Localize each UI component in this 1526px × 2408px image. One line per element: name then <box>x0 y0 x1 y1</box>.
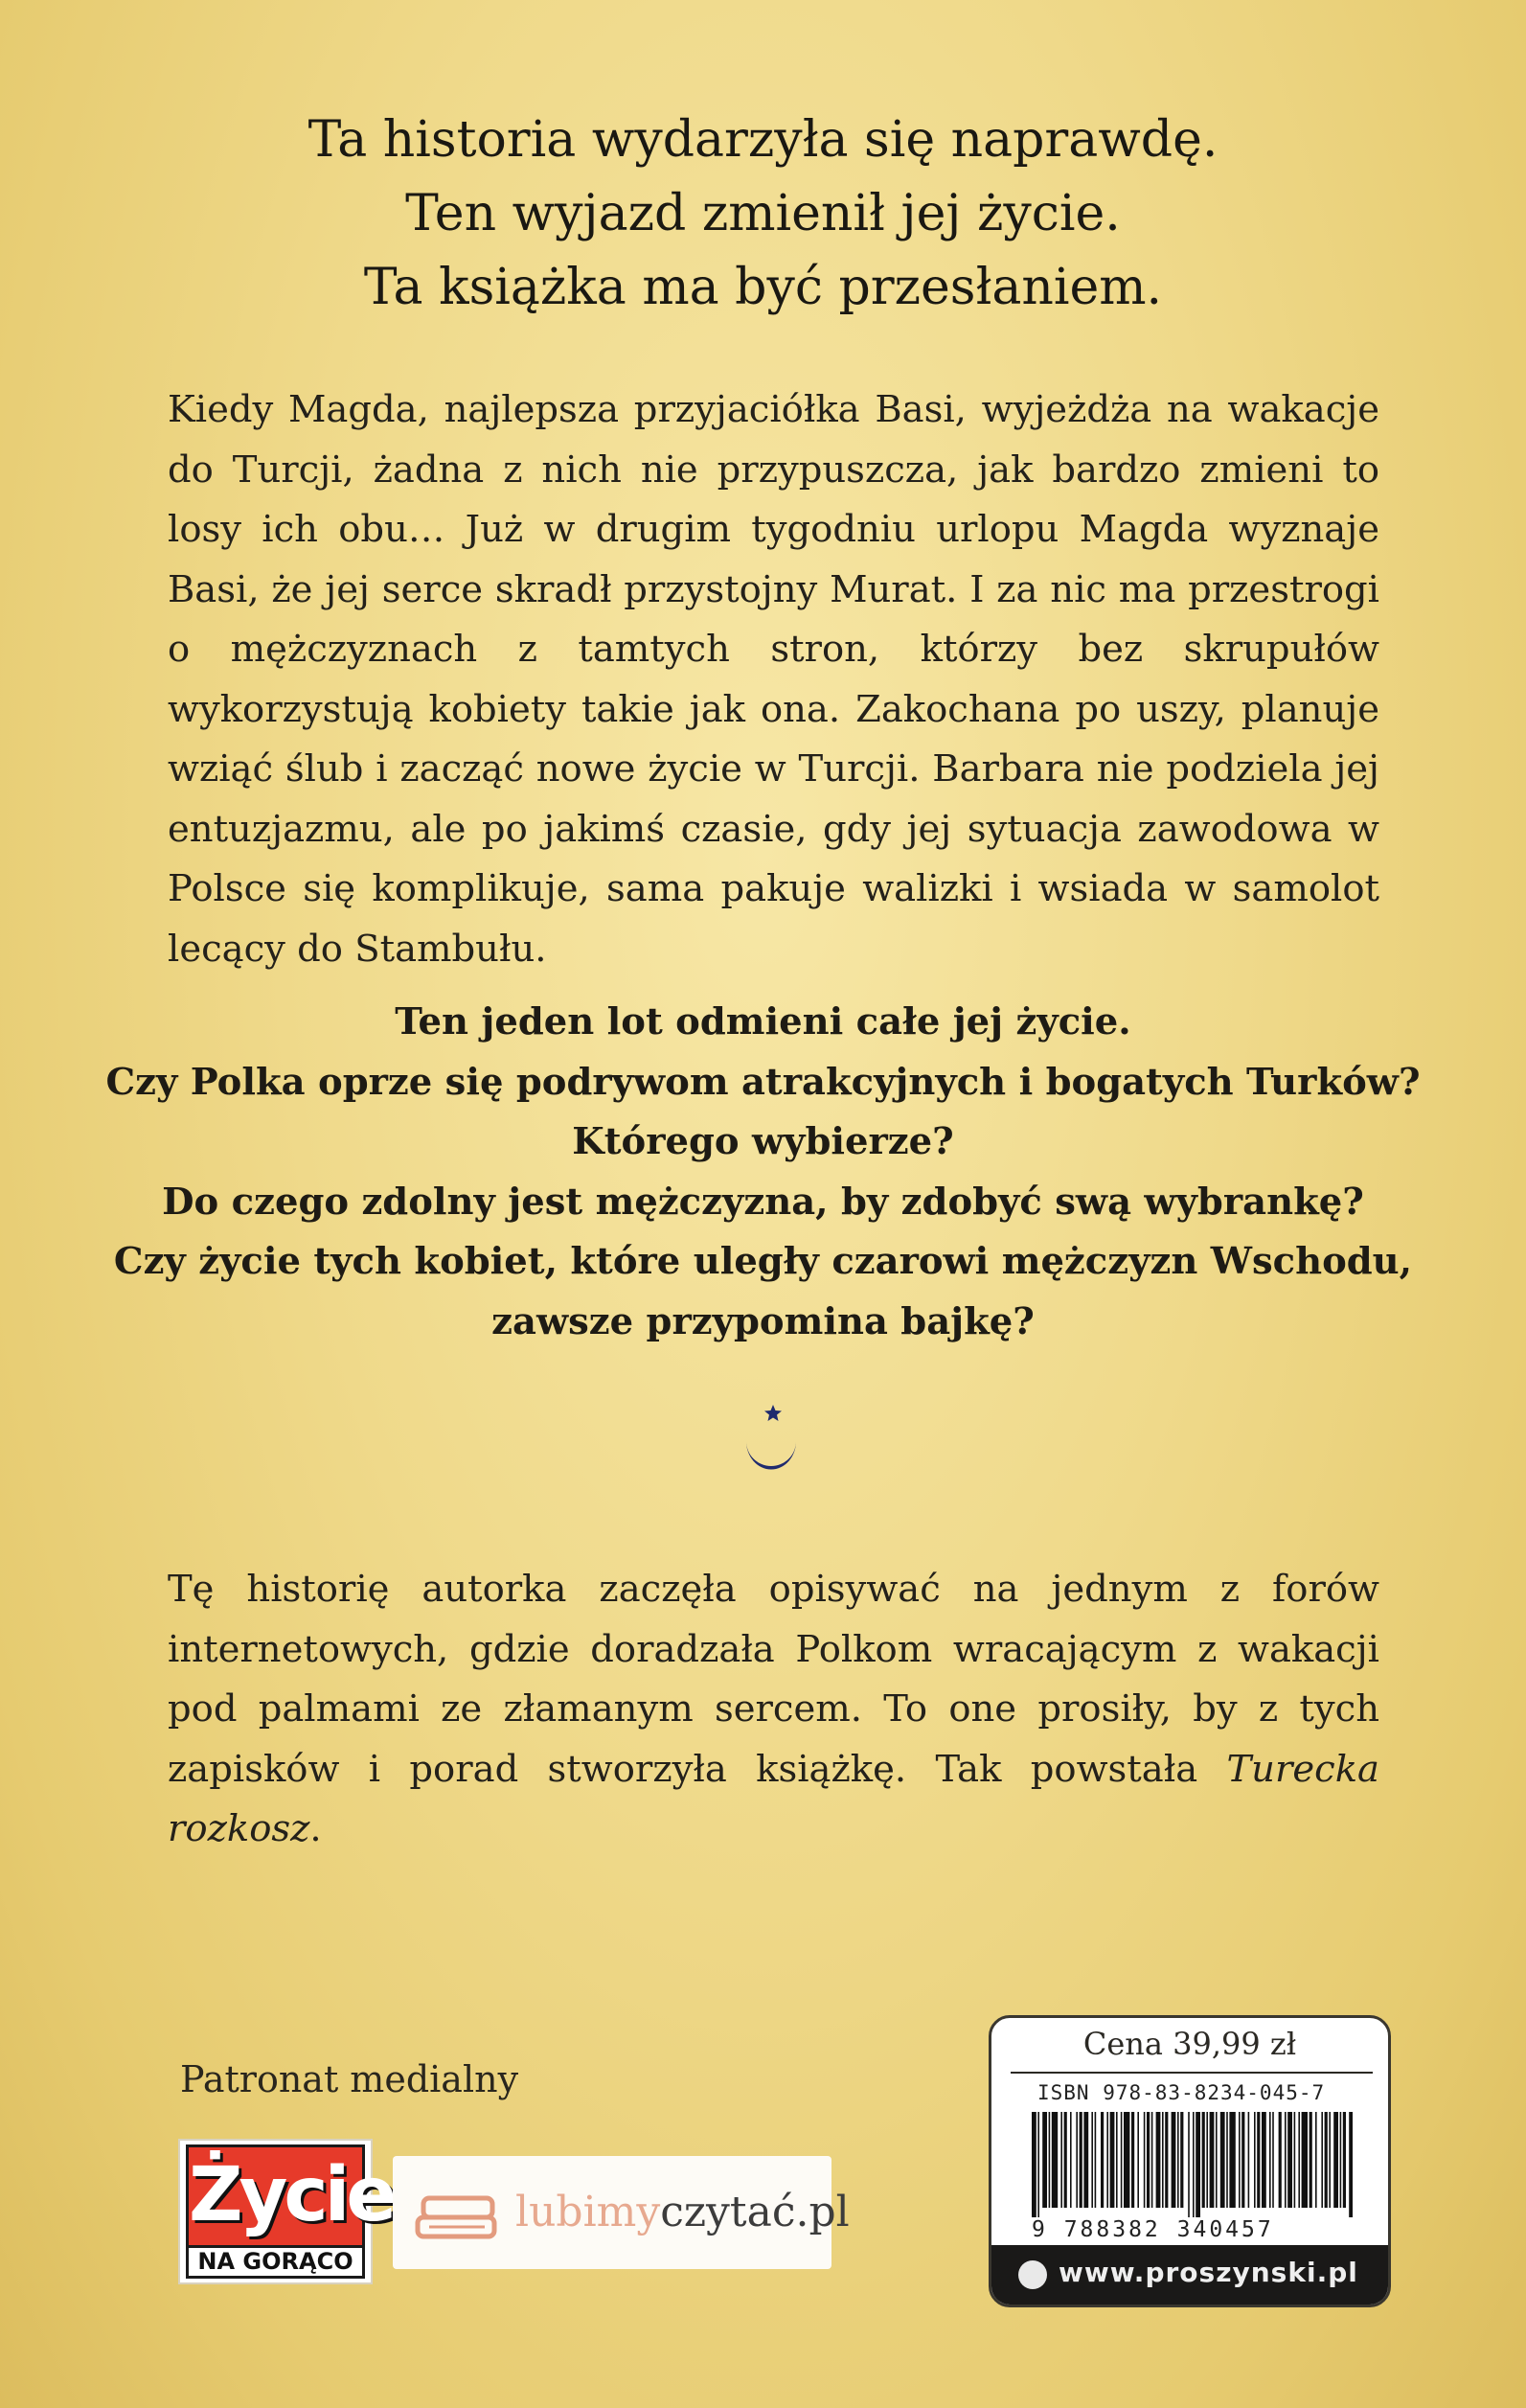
barcode-bar <box>1172 2112 1176 2208</box>
barcode-bar <box>1257 2112 1260 2208</box>
publisher-strip <box>991 2245 1388 2305</box>
barcode-bar <box>1343 2112 1346 2208</box>
barcode-bar <box>1285 2112 1287 2208</box>
barcode-bar <box>1188 2112 1190 2217</box>
barcode-bar <box>1216 2112 1218 2208</box>
question-line: Czy życie tych kobiet, które uległy czarowi mężczyzn Wschodu, <box>113 1240 1413 1283</box>
question-line: Którego wybierze? <box>572 1120 954 1163</box>
barcode-bar <box>1315 2112 1317 2208</box>
barcode-bar <box>1137 2112 1139 2208</box>
tagline-line: Ta książka ma być przesłaniem. <box>363 259 1163 316</box>
barcode-bar <box>1333 2112 1338 2208</box>
barcode-bar <box>1210 2112 1215 2208</box>
wordmark-light: lubimy <box>515 2188 661 2236</box>
zycie-logo-title: Życie <box>186 2144 365 2248</box>
barcode-bar <box>1060 2112 1062 2208</box>
lubimyczytac-logo <box>393 2156 850 2269</box>
barcode-bar <box>1349 2112 1353 2217</box>
barcode-bar <box>1226 2112 1228 2208</box>
barcode-bar <box>1254 2112 1256 2208</box>
book-title: Turecka rozkosz <box>168 1747 1379 1850</box>
barcode-bar <box>1329 2112 1331 2208</box>
barcode-bar <box>1239 2112 1241 2208</box>
isbn-label: ISBN 978-83-8234-045-7 <box>1037 2081 1326 2104</box>
barcode-bar <box>1156 2112 1161 2208</box>
author-note-text: Tę historię autorka zaczęła opisywać na jednym z forów internetowych, gdzie doradzała Polkom wracającym z wakacji pod palmami ze złamanym sercem. To one prosiły, by z tych zapisków i porad stworzyła książkę. Tak powstała <box>168 1568 1379 1791</box>
barcode-bar <box>1162 2112 1164 2208</box>
tagline-line: Ta historia wydarzyła się naprawdę. <box>307 111 1219 169</box>
barcode-bar <box>1177 2112 1179 2208</box>
tagline-line: Ten wyjazd zmienił jej życie. <box>405 185 1121 242</box>
divider <box>1011 2072 1373 2074</box>
barcode-bar <box>1340 2112 1342 2208</box>
question-line: zawsze przypomina bajkę? <box>491 1299 1035 1343</box>
teaser-questions <box>0 993 1526 1352</box>
barcode-bar <box>1321 2112 1323 2208</box>
barcode-bar <box>1310 2112 1312 2208</box>
barcode-bar <box>1298 2112 1300 2208</box>
barcode-digits: 9 788382 340457 <box>1032 2217 1274 2242</box>
wordmark-dark: czytać.pl <box>660 2188 850 2236</box>
barcode-bar <box>1272 2112 1274 2208</box>
barcode-bar <box>1206 2112 1208 2208</box>
price-barcode-sticker <box>989 2015 1391 2307</box>
barcode-bar <box>1080 2112 1082 2208</box>
barcode-bar <box>1202 2112 1205 2208</box>
barcode-bar <box>1241 2112 1244 2208</box>
barcode-bar <box>1070 2112 1072 2208</box>
barcode-bar <box>1269 2112 1271 2208</box>
barcode-bar <box>1101 2112 1104 2208</box>
crescent-star-icon <box>738 1401 805 1487</box>
question-line: Ten jeden lot odmieni całe jej życie. <box>395 1000 1131 1043</box>
barcode-bar <box>1116 2112 1118 2208</box>
barcode-bar <box>1049 2112 1051 2208</box>
barcode-bar <box>1220 2112 1225 2208</box>
barcode-bar <box>1064 2112 1067 2208</box>
barcode-bar <box>1248 2112 1250 2208</box>
barcode-bar <box>1131 2112 1134 2208</box>
books-stack-icon <box>414 2183 502 2242</box>
zycie-na-goraco-logo <box>178 2139 394 2284</box>
barcode-bar <box>1106 2112 1108 2208</box>
barcode <box>1032 2112 1353 2217</box>
zycie-logo-subtitle: NA GORĄCO <box>186 2248 365 2279</box>
lubimyczytac-wordmark <box>515 2185 850 2240</box>
barcode-bar <box>1151 2112 1153 2208</box>
barcode-bar <box>1302 2112 1308 2208</box>
barcode-bar <box>1110 2112 1115 2208</box>
barcode-bar <box>1279 2112 1282 2208</box>
publisher-url: www.proszynski.pl <box>1059 2257 1358 2288</box>
barcode-bar <box>1325 2112 1328 2208</box>
tagline <box>0 103 1526 325</box>
barcode-bar <box>1287 2112 1292 2208</box>
barcode-bar <box>1121 2112 1123 2208</box>
barcode-bar <box>1180 2112 1183 2208</box>
barcode-bar <box>1229 2112 1235 2208</box>
barcode-bar <box>1091 2112 1093 2208</box>
question-line: Czy Polka oprze się podrywom atrakcyjnych i bogatych Turków? <box>105 1060 1421 1104</box>
barcode-bar <box>1144 2112 1146 2208</box>
synopsis-paragraph: Kiedy Magda, najlepsza przyjaciółka Basi, wyjeżdża na wakacje do Turcji, żadna z nich nie przypuszcza, jak bardzo zmieni to losy ich obu… Już w drugim tygodniu urlopu Magda wyznaje Basi, że jej serce skradł przystojny Murat. I za nic ma przestrogi o mężczyznach z tamtych stron, którzy bez skrupułów wykorzystują kobiety takie jak ona. Zakochana po uszy, planuje wziąć ślub i zacząć nowe życie w Turcji. Barbara nie podziela jej entuzjazmu, ale po jakimś czasie, gdy jej sytuacja zawodowa w Polsce się komplikuje, sama pakuje walizki i wsiada w samolot lecący do Stambułu. <box>168 388 1379 971</box>
barcode-bar <box>1095 2112 1097 2208</box>
barcode-bar <box>1083 2112 1088 2208</box>
media-patronage-label: Patronat medialny <box>180 2058 519 2100</box>
barcode-bar <box>1032 2112 1036 2217</box>
barcode-bar <box>1196 2112 1200 2217</box>
barcode-bar <box>1165 2112 1168 2208</box>
barcode-bar <box>1037 2112 1039 2217</box>
barcode-bar <box>1262 2112 1266 2208</box>
price-label: Cena 39,99 zł <box>1082 2026 1297 2062</box>
barcode-bar <box>1042 2112 1047 2208</box>
author-note-end: . <box>309 1807 322 1850</box>
barcode-bar <box>1076 2112 1078 2208</box>
barcode-bar <box>1052 2112 1058 2208</box>
barcode-bar <box>1124 2112 1129 2208</box>
barcode-bar <box>1147 2112 1150 2208</box>
barcode-bar <box>1193 2112 1195 2217</box>
question-line: Do czego zdolny jest mężczyzna, by zdobyć swą wybrankę? <box>162 1180 1364 1224</box>
barcode-bar <box>1294 2112 1296 2208</box>
publisher-logo-icon <box>1018 2260 1047 2289</box>
author-note-paragraph <box>168 1560 1379 1860</box>
